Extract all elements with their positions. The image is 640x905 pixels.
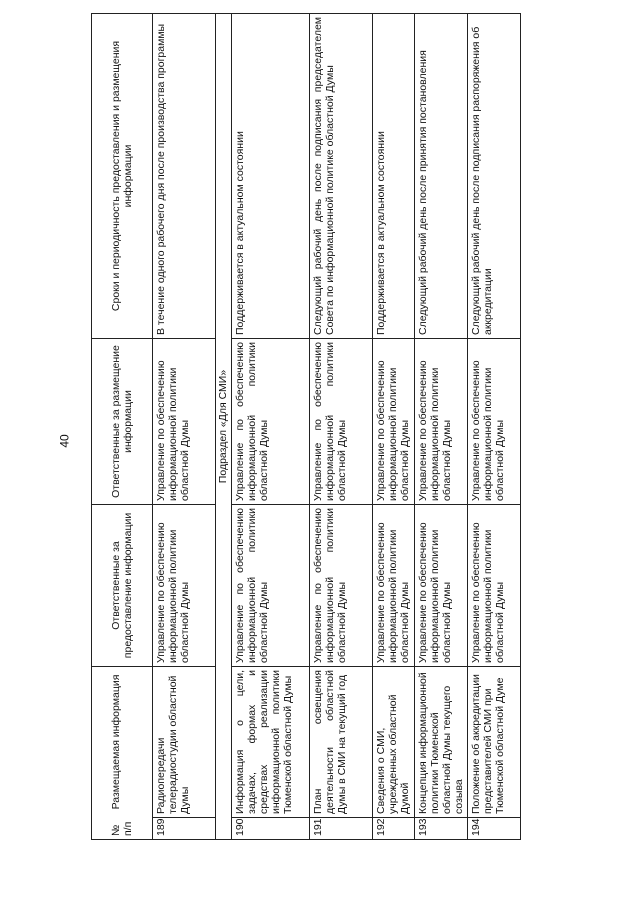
row-info: Концепция информационной политики Тюменской областной Думы текущего созыва — [415, 667, 468, 818]
row-info: Радиопередачи телерадиостудии областной Думы — [153, 667, 216, 818]
row-placer: Управление по обеспечению информационной политики областной Думы — [310, 339, 373, 505]
row-terms: В течение одного рабочего дня после производства программы — [153, 13, 216, 338]
header-row — [92, 13, 153, 839]
row-terms: Следующий рабочий день после подписания распоряжения об аккредитации — [468, 13, 521, 338]
table-row — [232, 13, 310, 839]
row-terms: Поддерживается в актуальном состоянии — [232, 13, 310, 338]
row-provider: Управление по обеспечению информационной политики областной Думы — [415, 505, 468, 667]
header-info: Размещаемая информация — [110, 674, 122, 810]
page-number: 40 — [57, 434, 72, 448]
table-row — [415, 13, 468, 839]
row-number: 191 — [310, 818, 373, 840]
row-info: План освещения деятельности областной Думы в СМИ на текущий год — [310, 667, 373, 818]
header-num: № п/п — [110, 821, 134, 836]
row-placer: Управление по обеспечению информационной политики областной Думы — [153, 339, 216, 505]
row-provider: Управление по обеспечению информационной политики областной Думы — [373, 505, 415, 667]
row-info: Информация о цели, задачах, формах и средствах реализации информационной политики Тюменской областной Думы — [232, 667, 310, 818]
row-provider: Управление по обеспечению информационной политики областной Думы — [468, 505, 521, 667]
subsection-row — [216, 13, 232, 839]
header-terms: Сроки и периодичность предоставления и размещения информации — [92, 13, 153, 338]
row-placer: Управление по обеспечению информационной политики областной Думы — [415, 339, 468, 505]
row-placer: Управление по обеспечению информационной политики областной Думы — [373, 339, 415, 505]
row-terms: Следующий рабочий день после подписания председателем Совета по информационной политике областной Думы — [310, 13, 373, 338]
row-provider: Управление по обеспечению информационной политики областной Думы — [232, 505, 310, 667]
row-number: 194 — [468, 818, 521, 840]
row-number: 190 — [232, 818, 310, 840]
rotated-table-wrapper — [91, 14, 549, 840]
row-number: 189 — [153, 818, 216, 840]
row-info: Положение об аккредитации представителей СМИ при Тюменской областной Думе — [468, 667, 521, 818]
table-row — [153, 13, 216, 839]
row-placer: Управление по обеспечению информационной политики областной Думы — [232, 339, 310, 505]
row-number: 193 — [415, 818, 468, 840]
row-terms: Следующий рабочий день после принятия постановления — [415, 13, 468, 338]
info-table — [91, 13, 521, 840]
header-num-info — [92, 667, 153, 840]
header-provider: Ответственные за предоставление информации — [92, 505, 153, 667]
row-terms: Поддерживается в актуальном состоянии — [373, 13, 415, 338]
row-number: 192 — [373, 818, 415, 840]
table-row — [468, 13, 521, 839]
row-placer: Управление по обеспечению информационной политики областной Думы — [468, 339, 521, 505]
table-row — [310, 13, 373, 839]
row-info: Сведения о СМИ, учрежденных областной Думой — [373, 667, 415, 818]
table-row — [373, 13, 415, 839]
header-placer: Ответственные за размещение информации — [92, 339, 153, 505]
row-provider: Управление по обеспечению информационной политики областной Думы — [153, 505, 216, 667]
row-provider: Управление по обеспечению информационной политики областной Думы — [310, 505, 373, 667]
subsection-title: Подраздел «Для СМИ» — [216, 13, 232, 839]
